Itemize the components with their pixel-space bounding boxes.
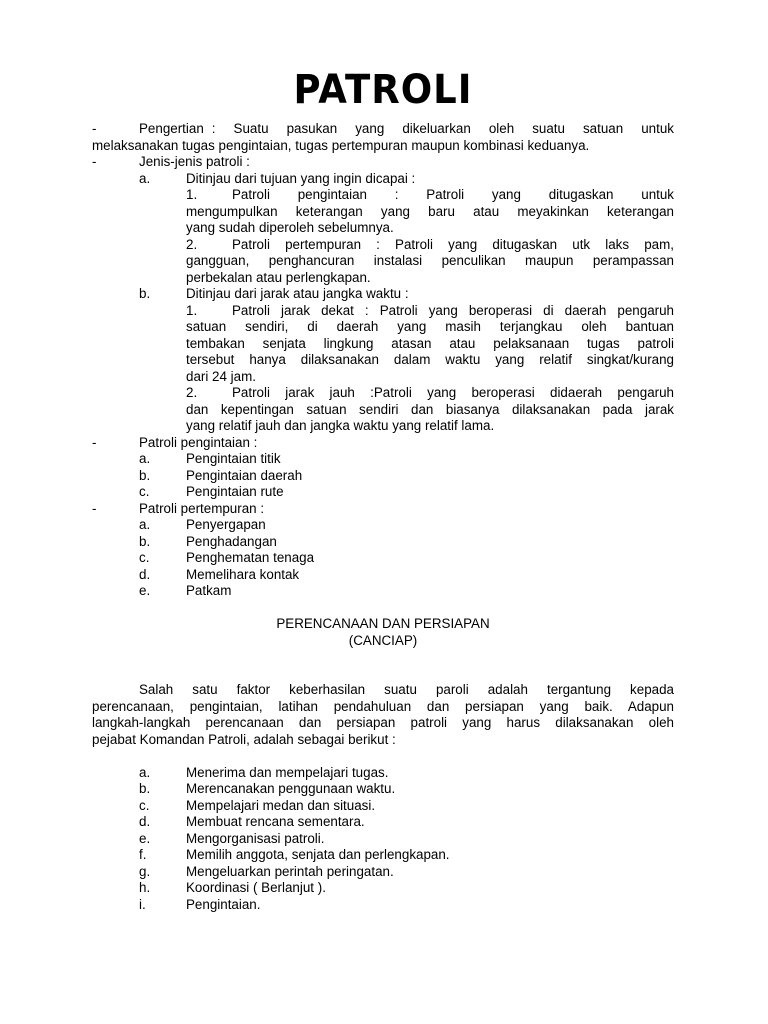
bullet-dash: - [92, 434, 97, 450]
item-line: gangguan, penghancuran instalasi penculikan maupun perampassan [186, 253, 674, 268]
pengertian-continuation: melaksanakan tugas pengintaian, tugas pertempuran maupun kombinasi keduanya. [92, 137, 590, 153]
step-item: a. Menerima dan mempelajari tugas. [139, 764, 389, 780]
jenis-b-item-1 [92, 303, 674, 386]
pengintaian-heading [92, 435, 674, 452]
paragraph-line: perencanaan, pengintaian, latihan pendahuluan dan persiapan yang baik. Adapun [92, 698, 674, 714]
jenis-b [92, 286, 674, 303]
list-item: e. Patkam [139, 583, 232, 598]
pertempuran-label: Patroli pertempuran : [139, 500, 265, 516]
section-subheading: (CANCIAP) [348, 632, 418, 648]
item-line: satuan sendiri, di daerah yang masih terjangkau oleh bantuan [186, 319, 674, 334]
section-heading: PERENCANAAN DAN PERSIAPAN [276, 616, 490, 631]
step-item: g. Mengeluarkan perintah peringatan. [139, 863, 394, 879]
list-marker: b. [139, 286, 151, 301]
jenis-heading [92, 154, 674, 171]
item-number: 2. [186, 236, 198, 252]
document-title: PATROLI [293, 66, 473, 113]
item-line: dari 24 jam. [186, 368, 256, 384]
jenis-b-item-2 [92, 385, 674, 435]
step-item: f. Memilih anggota, senjata dan perlengkapan. [139, 847, 450, 862]
item-line: mengumpulkan keterangan yang baru atau meyakinkan keterangan [186, 203, 674, 219]
list-item: a. Pengintaian titik [139, 451, 281, 466]
step-item: e. Mengorganisasi patroli. [139, 830, 325, 846]
item-line: yang sudah diperoleh sebelumnya. [186, 220, 394, 235]
item-line: yang relatif jauh dan jangka waktu yang relatif lama. [186, 418, 495, 433]
item-line: tembakan senjata lingkung atasan atau pelaksanaan tugas patroli [186, 335, 674, 351]
jenis-a [92, 171, 674, 188]
item-line: dan kepentingan satuan sendiri dan biasanya dilaksanakan pada jarak [186, 401, 674, 417]
list-item: c. Pengintaian rute [139, 484, 284, 499]
list-item: d. Memelihara kontak [139, 566, 300, 582]
step-item: c. Mempelajari medan dan situasi. [139, 797, 376, 813]
item-first-line: Patroli pertempuran : Patroli yang ditugaskan utk laks pam, [232, 236, 674, 252]
jenis-b-text: Ditinjau dari jarak atau jangka waktu : [186, 286, 409, 301]
item-first-line: Patroli jarak jauh :Patroli yang beroperasi didaerah pengaruh [232, 385, 674, 400]
list-item: b. Penghadangan [139, 533, 277, 549]
pertempuran-heading [92, 501, 674, 518]
jenis-a-text: Ditinjau dari tujuan yang ingin dicapai : [186, 170, 416, 186]
step-item: d. Membuat rencana sementara. [139, 814, 365, 829]
pengertian-label: Pengertian [139, 121, 204, 136]
paragraph-line: langkah-langkah perencanaan dan persiapan patroli yang harus dilaksanakan oleh [92, 715, 674, 730]
bullet-dash: - [92, 121, 97, 136]
bullet-dash: - [92, 500, 97, 516]
item-line: perbekalan atau perlengkapan. [186, 269, 371, 285]
item-number: 1. [186, 302, 198, 318]
document-body [92, 121, 674, 913]
paragraph-line: Salah satu faktor keberhasilan suatu paroli adalah tergantung kepada [139, 682, 674, 697]
bullet-dash: - [92, 154, 97, 169]
jenis-a-item-2 [92, 237, 674, 287]
item-line: tersebut hanya dilaksanakan dalam waktu yang relatif singkat/kurang [186, 352, 674, 367]
step-item: i. Pengintaian. [139, 896, 261, 912]
paragraph-line: pejabat Komandan Patroli, adalah sebagai berikut : [92, 731, 396, 747]
step-item: b. Merencanakan penggunaan waktu. [139, 781, 396, 796]
jenis-a-item-1 [92, 187, 674, 237]
list-marker: a. [139, 170, 151, 186]
pengintaian-label: Patroli pengintaian : [139, 434, 258, 450]
item-number: 1. [186, 187, 198, 202]
jenis-label: Jenis-jenis patroli : [139, 154, 250, 169]
item-first-line: Patroli jarak dekat : Patroli yang beroperasi di daerah pengaruh [232, 302, 674, 318]
pengertian-line [92, 121, 674, 138]
list-item: c. Penghematan tenaga [139, 550, 315, 565]
list-item: b. Pengintaian daerah [139, 467, 303, 483]
step-item: h. Koordinasi ( Berlanjut ). [139, 880, 326, 895]
pengertian-definition-start: : Suatu pasukan yang dikeluarkan oleh suatu satuan untuk [211, 121, 674, 136]
item-first-line: Patroli pengintaian : Patroli yang ditugaskan untuk [232, 187, 674, 202]
list-item: a. Penyergapan [139, 517, 266, 532]
item-number: 2. [186, 385, 198, 400]
